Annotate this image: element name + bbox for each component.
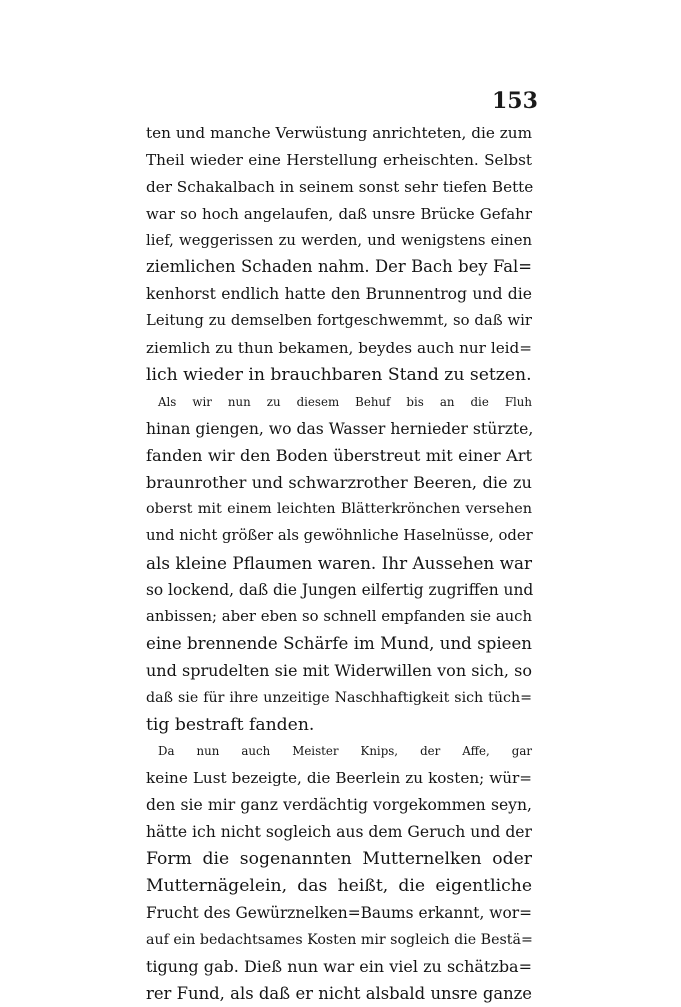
text-line: auf ein bedachtsames Kosten mir sogleich die Bestä= (146, 927, 532, 954)
page-number: 153 (492, 88, 538, 114)
text-line: Theil wieder eine Herstellung erheischten. Selbst (146, 147, 532, 174)
text-line: hinan giengen, wo das Wasser hernieder stürzte, (146, 416, 532, 443)
text-line: lich wieder in brauchbaren Stand zu setzen. (146, 362, 532, 389)
text-line: der Schakalbach in seinem sonst sehr tiefen Bette (146, 174, 532, 201)
text-line: rer Fund, als daß er nicht alsbald unsre ganze (146, 981, 532, 1007)
text-line: fanden wir den Boden überstreut mit einer Art (146, 443, 532, 470)
text-line: keine Lust bezeigte, die Beerlein zu kosten; wür= (146, 765, 532, 792)
text-line: hätte ich nicht sogleich aus dem Geruch und der (146, 819, 532, 846)
text-line: und sprudelten sie mit Widerwillen von sich, so (146, 658, 532, 685)
text-line: Frucht des Gewürznelken=Baums erkannt, wor= (146, 900, 532, 927)
text-line: so lockend, daß die Jungen eilfertig zugriffen und (146, 577, 532, 604)
text-line: war so hoch angelaufen, daß unsre Brücke Gefahr (146, 201, 532, 228)
body-text (146, 120, 532, 1007)
text-line: ziemlichen Schaden nahm. Der Bach bey Fal= (146, 254, 532, 281)
text-line: und nicht größer als gewöhnliche Haselnüsse, oder (146, 523, 532, 550)
text-line: als kleine Pflaumen waren. Ihr Aussehen war (146, 550, 532, 577)
text-line: anbissen; aber eben so schnell empfanden sie auch (146, 604, 532, 631)
text-line: Mutternägelein, das heißt, die eigentliche (146, 873, 532, 900)
text-line: eine brennende Schärfe im Mund, und spieen (146, 631, 532, 658)
text-line: braunrother und schwarzrother Beeren, die zu (146, 470, 532, 497)
text-line: Form die sogenannten Mutternelken oder (146, 846, 532, 873)
text-line: ziemlich zu thun bekamen, beydes auch nur leid= (146, 335, 532, 362)
text-line: oberst mit einem leichten Blätterkrönchen versehen (146, 496, 532, 523)
text-line: tig bestraft fanden. (146, 712, 532, 739)
text-line: ten und manche Verwüstung anrichteten, die zum (146, 120, 532, 147)
text-line: kenhorst endlich hatte den Brunnentrog und die (146, 281, 532, 308)
text-line: daß sie für ihre unzeitige Naschhaftigkeit sich tüch= (146, 685, 532, 712)
text-line: tigung gab. Dieß nun war ein viel zu schätzba= (146, 954, 532, 981)
text-line: Leitung zu demselben fortgeschwemmt, so daß wir (146, 308, 532, 335)
text-line: Als wir nun zu diesem Behuf bis an die Fluh (146, 389, 532, 416)
text-line: den sie mir ganz verdächtig vorgekommen seyn, (146, 792, 532, 819)
text-line: Da nun auch Meister Knips, der Affe, gar (146, 738, 532, 765)
text-line: lief, weggerissen zu werden, und wenigstens einen (146, 228, 532, 255)
